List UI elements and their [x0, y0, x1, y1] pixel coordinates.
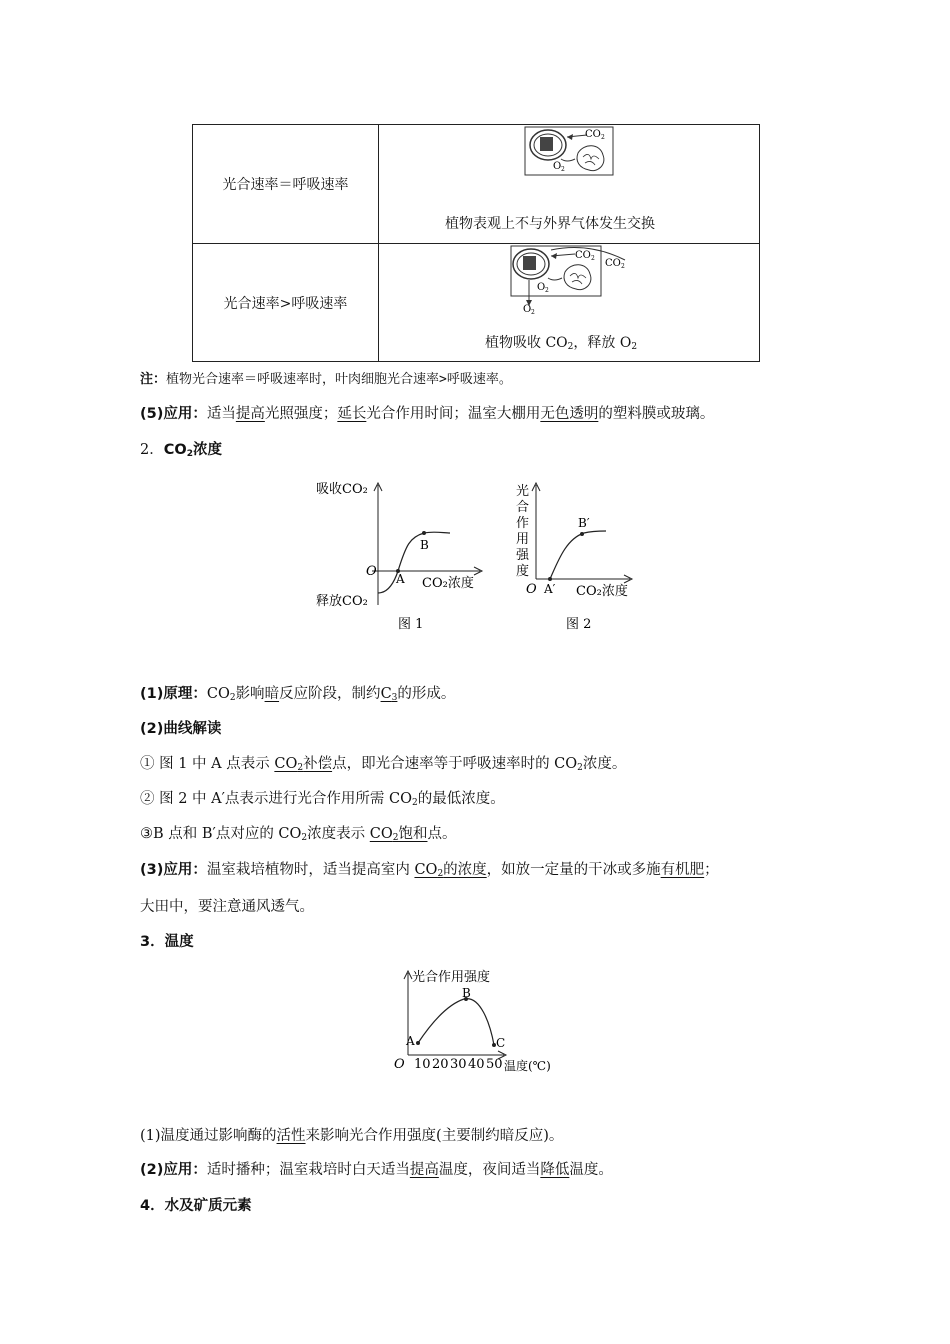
- svg-text:2: 2: [591, 255, 595, 262]
- fig3-point-c: C: [496, 1036, 506, 1050]
- figure-2-co2-curve: [512, 475, 642, 640]
- figure-1-co2-curve: [310, 475, 485, 640]
- svg-text:合: 合: [516, 500, 530, 515]
- application-light: (5)应用：适当提高光照强度；延长光合作用时间；温室大棚用无色透明的塑料膜或玻璃。: [140, 406, 715, 422]
- note: 注：植物光合速率＝呼吸速率时，叶肉细胞光合速率>呼吸速率。: [140, 372, 512, 387]
- diagram-label: O: [537, 282, 546, 293]
- fig3-point-a: A: [406, 1034, 415, 1048]
- interpretation-a: ① 图 1 中 A 点表示 $CO_2$补偿点，即光合速率等于呼吸速率时的 $CO_2$浓度。: [140, 756, 627, 773]
- temperature-principle: (1)温度通过影响酶的活性来影响光合作用强度(主要制约暗反应)。: [140, 1128, 564, 1144]
- condition-text: 光合速率>呼吸速率: [223, 295, 348, 312]
- fig1-y-bottom: 释放CO₂: [316, 594, 368, 609]
- svg-text:强: 强: [516, 548, 530, 563]
- diagram-label: CO: [575, 250, 591, 261]
- result-text: 植物吸收 $CO_2$，释放 $O_2$: [485, 335, 638, 352]
- result-text: 植物表观上不与外界气体发生交换: [445, 216, 655, 232]
- table-cell-condition: [193, 244, 379, 362]
- diagram-label: CO: [605, 258, 621, 269]
- fig3-x-label: 温度(℃): [504, 1059, 551, 1073]
- interpretation-c: ③B 点和 B′点对应的 $CO_2$浓度表示 $CO_2$饱和点。: [140, 826, 457, 843]
- fig3-tick: 30: [450, 1057, 467, 1072]
- fig3-tick: 50: [486, 1057, 503, 1072]
- fig2-caption: 图 2: [566, 617, 592, 632]
- svg-text:2: 2: [545, 287, 549, 294]
- fig1-point-a: A: [396, 572, 405, 586]
- fig2-origin: O: [526, 582, 537, 597]
- svg-text:2: 2: [621, 263, 625, 270]
- diagram-label: CO: [585, 129, 601, 140]
- diagram-label: O: [553, 161, 562, 172]
- section-heading-co2: 2．$CO_2$浓度: [140, 442, 222, 459]
- fig1-caption: 图 1: [398, 617, 424, 632]
- svg-text:用: 用: [516, 532, 530, 547]
- fig3-tick: 10: [414, 1057, 431, 1072]
- section-heading-water-minerals: 4．水及矿质元素: [140, 1198, 252, 1214]
- section-heading-temperature: 3．温度: [140, 934, 194, 950]
- fig3-tick: 40: [468, 1057, 485, 1072]
- condition-text: 光合速率＝呼吸速率: [222, 177, 349, 193]
- svg-text:2: 2: [531, 309, 535, 316]
- svg-text:2: 2: [601, 134, 605, 141]
- fig3-point-b: B: [462, 986, 471, 1000]
- svg-text:度: 度: [516, 564, 530, 579]
- fig2-x-label: CO₂浓度: [576, 584, 628, 599]
- svg-text:2: 2: [561, 166, 565, 173]
- application-co2: (3)应用：温室栽培植物时，适当提高室内 $CO_2$的浓度，如放一定量的干冰或多施有机肥；: [140, 862, 719, 879]
- table-cell-result: [379, 244, 760, 362]
- application-co2-cont: 大田中，要注意通风透气。: [140, 899, 314, 915]
- interpretation-b: ② 图 2 中 A′点表示进行光合作用所需 $CO_2$的最低浓度。: [140, 791, 505, 808]
- table-cell-condition: [193, 125, 379, 244]
- fig2-point-b: B′: [578, 516, 590, 530]
- table-cell-result: [379, 125, 760, 244]
- fig3-tick: 20: [432, 1057, 449, 1072]
- fig3-origin: O: [394, 1057, 405, 1072]
- temperature-application: (2)应用：适时播种；温室栽培时白天适当提高温度，夜间适当降低温度。: [140, 1162, 613, 1178]
- svg-text:光: 光: [516, 484, 530, 499]
- figure-3-temperature-curve: [390, 965, 570, 1080]
- fig1-origin: O: [366, 564, 377, 579]
- fig2-point-a: A′: [544, 582, 556, 596]
- fig1-point-b: B: [420, 538, 429, 552]
- curve-interpretation-heading: (2)曲线解读: [140, 721, 222, 737]
- principle: (1)原理：$CO_2$影响暗反应阶段，制约$C_3$的形成。: [140, 686, 456, 703]
- gas-exchange-table: [192, 124, 760, 362]
- fig1-x-label: CO₂浓度: [422, 576, 474, 591]
- diagram-label: O: [523, 304, 532, 315]
- fig2-y-label: [516, 483, 530, 579]
- fig3-y-label: 光合作用强度: [412, 970, 491, 985]
- svg-text:作: 作: [516, 516, 530, 531]
- fig1-y-top: 吸收CO₂: [316, 482, 368, 497]
